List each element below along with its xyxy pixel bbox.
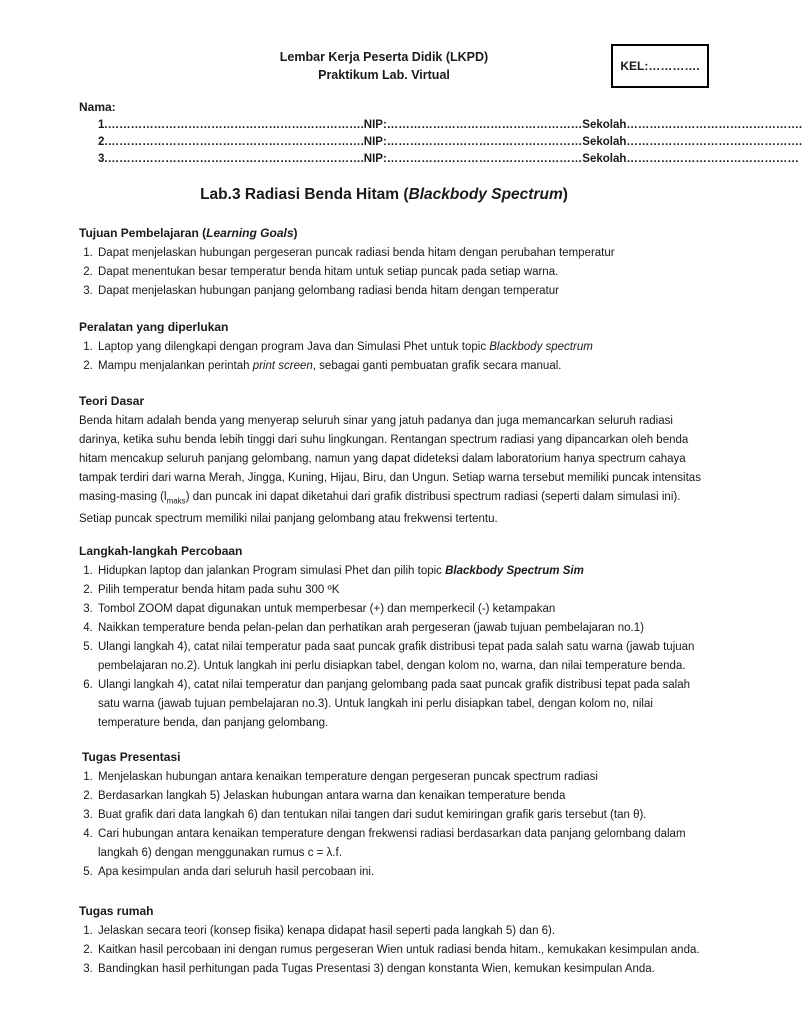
list-item: 2. Kaitkan hasil percobaan ini dengan rumus pergeseran Wien untuk radiasi benda hitam., kemukakan kesimpulan anda. [96,941,711,960]
learning-goals-section [79,224,711,301]
homework-list [79,922,711,979]
basic-theory-section [79,392,711,529]
equipment-list [79,338,711,376]
list-item: 3. Buat grafik dari data langkah 6) dan tentukan nilai tangen dari sudut kemiringan grafik garis tersebut (tan θ). [96,806,711,825]
name-row [98,134,802,151]
lab-title-prefix: Lab.3 Radiasi Benda Hitam ( [200,186,409,203]
list-item: 2. Dapat menentukan besar temperatur benda hitam untuk setiap puncak pada setiap warna. [96,263,711,282]
name-fill-line: ………………………………………………………….NIP:……………………………………………Sekolah……………………………………… [107,153,799,165]
paragraph-text: ) dan puncak ini dapat diketahui dari grafik distribusi spectrum radiasi (seperti dalam simulasi ini). Setiap puncak spectrum memiliki nilai panjang gelombang atau frekwensi tertentu. [79,491,681,526]
item-text: Laptop yang dilengkapi dengan program Java dan Simulasi Phet untuk topic [98,341,490,353]
homework-section [79,902,711,979]
row-number: 2. [98,136,108,148]
name-fill-line: ………………………………………………………….NIP:……………………………………………Sekolah………………………………………. [107,136,802,148]
name-row [98,151,799,168]
procedure-section [79,542,711,733]
lab-title-suffix: ) [562,186,568,203]
homework-title: Tugas rumah [79,904,154,918]
list-item: 2. Pilih temperatur benda hitam pada suhu 300 ºK [96,581,711,600]
equipment-section [79,318,711,376]
subscript: maks [166,496,186,506]
list-item: 3. Bandingkan hasil perhitungan pada Tugas Presentasi 3) dengan konstanta Wien, kemukan kesimpulan Anda. [96,960,711,979]
list-item: 6. Ulangi langkah 4), catat nilai temperatur dan panjang gelombang pada saat puncak grafik distribusi tepat pada salah satu warna (jawab tujuan pembelajaran no.3). Untuk langkah ini perlu disiapkan tabel, dengan kolom no, nilai temperature benda, dan panjang gelombang. [96,676,711,733]
list-item: 5. Ulangi langkah 4), catat nilai temperatur pada saat puncak grafik distribusi tepat pada salah satu warna (jawab tujuan pembelajaran no.2). Untuk langkah ini perlu disiapkan tabel, dengan kolom no, warna, dan nilai temperature benda. [96,638,711,676]
lab-title [0,186,768,204]
list-item: 2. Berdasarkan langkah 5) Jelaskan hubungan antara warna dan kenaikan temperature benda [96,787,711,806]
name-row [98,117,802,134]
list-item [96,357,711,376]
list-item: 1. Dapat menjelaskan hubungan pergeseran puncak radiasi benda hitam dengan perubahan temperatur [96,244,711,263]
item-text: Hidupkan laptop dan jalankan Program simulasi Phet dan pilih topic [98,565,446,577]
learning-goals-title [79,224,711,242]
presentation-list [79,768,711,882]
header-subtitle: Praktikum Lab. Virtual [318,68,450,82]
list-item [96,562,711,581]
learning-goals-list [79,244,711,301]
item-bold: Blackbody Spectrum Sim [445,565,584,577]
list-item: 1. Jelaskan secara teori (konsep fisika) kenapa didapat hasil seperti pada langkah 5) dan 6). [96,922,711,941]
item-italic: Blackbody spectrum [489,341,593,353]
list-item: 5. Apa kesimpulan anda dari seluruh hasil percobaan ini. [96,863,711,882]
group-box [611,44,709,88]
row-number: 3. [98,153,108,165]
list-item [96,338,711,357]
equipment-title: Peralatan yang diperlukan [79,320,229,334]
paragraph-text: Benda hitam adalah benda yang menyerap seluruh sinar yang jatuh padanya dan juga memancarkan seluruh radiasi darinya, ketika suhu benda lebih tinggi dari suhu lingkungan. Rentangan spectrum radiasi yang dipancarkan oleh benda hitam mencakup seluruh panjang gelombang, namun yang dapat dideteksi dalam laboratorium hanya spectrum cahaya tampak terdiri dari warna Merah, Jingga, Kuning, Hijau, Biru, dan Ungun. Setiap warna tersebut memiliki puncak intensitas masing-masing (l [79,415,701,503]
list-item: 1. Menjelaskan hubungan antara kenaikan temperature dengan pergeseran puncak spectrum radiasi [96,768,711,787]
item-italic: print screen [252,360,313,372]
theory-paragraph [79,412,711,529]
lab-title-italic: Blackbody Spectrum [408,186,563,203]
title-italic: Learning Goals [206,226,294,240]
presentation-title: Tugas Presentasi [82,750,181,764]
name-label: Nama: [79,100,116,114]
procedure-list [79,562,711,733]
procedure-title: Langkah-langkah Percobaan [79,544,243,558]
title-suffix: ) [293,226,298,240]
list-item: 4. Naikkan temperature benda pelan-pelan dan perhatikan arah pergeseran (jawab tujuan pembelajaran no.1) [96,619,711,638]
row-number: 1. [98,119,108,131]
name-fill-line: ………………………………………………………….NIP:……………………………………………Sekolah………………………………………. [107,119,802,131]
title-prefix: Tujuan Pembelajaran ( [79,226,207,240]
group-label: KEL:…………. [620,59,700,73]
list-item: 4. Cari hubungan antara kenaikan temperature dengan frekwensi radiasi berdasarkan data panjang gelombang dalam langkah 6) dengan menggunakan rumus c = λ.f. [96,825,711,863]
basic-theory-title: Teori Dasar [79,394,145,408]
list-item: 3. Tombol ZOOM dapat digunakan untuk memperbesar (+) dan memperkecil (-) ketampakan [96,600,711,619]
item-text: Mampu menjalankan perintah [98,360,253,372]
list-item: 3. Dapat menjelaskan hubungan panjang gelombang radiasi benda hitam dengan temperatur [96,282,711,301]
name-list [98,117,802,168]
item-text: , sebagai ganti pembuatan grafik secara manual. [312,360,562,372]
header-title: Lembar Kerja Peserta Didik (LKPD) [279,50,489,64]
presentation-section [79,748,711,882]
